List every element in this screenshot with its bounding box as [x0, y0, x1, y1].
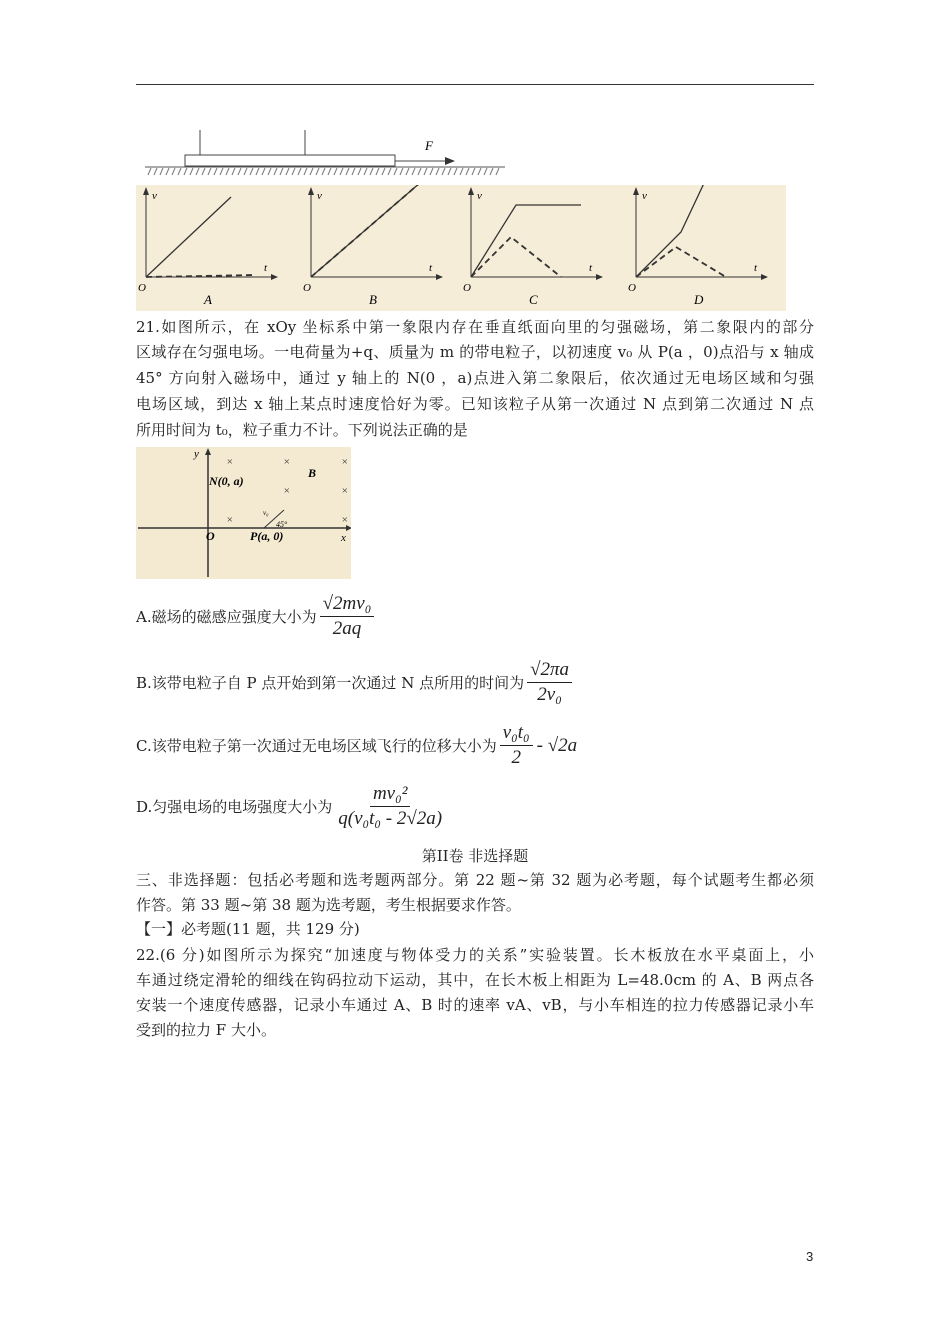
magnetic-field-figure	[136, 447, 351, 579]
option-a[interactable]	[136, 592, 374, 641]
x_axis-label: t	[589, 262, 593, 274]
p-point-label: P(a, 0)	[250, 529, 284, 543]
vt-graph-d	[628, 185, 768, 307]
q22-line: 22.(6 分)如图所示为探究“加速度与物体受力的关系”实验装置。长木板放在水平桌面上，小	[136, 946, 814, 964]
q22-line: 安装一个速度传感器，记录小车通过 A、B 时的速率 vA、vB，与小车相连的拉力传感器记录小车	[136, 996, 814, 1014]
option-text: D.匀强电场的电场强度大小为	[136, 798, 333, 816]
section-title: 第II卷 非选择题	[421, 847, 529, 865]
vt-graph-c	[463, 187, 603, 307]
field-cross: ×	[341, 456, 349, 468]
y_axis-label: v	[317, 190, 322, 202]
dashed-line	[311, 185, 421, 277]
svg-text:v₀: v₀	[263, 509, 269, 517]
field-cross: ×	[341, 485, 349, 497]
field-cross: ×	[226, 514, 234, 526]
graph-label: A	[204, 292, 212, 307]
q21-line: 所用时间为 t₀，粒子重力不计。下列说法正确的是	[136, 421, 468, 439]
graph-label: B	[369, 292, 377, 307]
option-text: A.磁场的磁感应强度大小为	[136, 608, 317, 626]
page-number: 3	[806, 1249, 814, 1264]
graph-label: D	[694, 292, 704, 307]
option-text: C.该带电粒子第一次通过无电场区域飞行的位移大小为	[136, 737, 497, 755]
origin-label: O	[463, 282, 471, 294]
svg-text:O: O	[206, 529, 215, 543]
svg-text:45°: 45°	[276, 520, 288, 529]
field-cross: ×	[283, 485, 291, 497]
field-label: B	[308, 466, 317, 480]
solid-line	[471, 205, 581, 277]
vt-graph-a	[138, 187, 278, 307]
option-b[interactable]	[136, 658, 572, 707]
svg-text:x: x	[341, 532, 346, 544]
vt-graphs-panel	[136, 185, 786, 311]
x_axis-label: t	[429, 262, 433, 274]
field-cross: ×	[341, 514, 349, 526]
y_axis-label: v	[152, 190, 157, 202]
fraction: $\frac{\text{v₀t₀}}{2}$	[500, 721, 533, 770]
graph-label: C	[529, 292, 538, 307]
fraction: $\frac{\text{mv₀²}}{\text{q(v₀t₀ - 2√2a)}}$	[338, 783, 443, 829]
field-cross: ×	[226, 456, 234, 468]
force-label: F	[425, 138, 433, 153]
fraction: $\frac{\text{√2mv₀}}{2aq}$	[320, 592, 375, 641]
n-point-label: N(0, a)	[209, 474, 244, 488]
vt-graph-b	[303, 185, 443, 307]
q22-line: 车通过绕定滑轮的细线在钩码拉动下运动，其中，在长木板上相距为 L=48.0cm 的 A、B 两点各	[136, 971, 814, 989]
board-force-figure	[140, 125, 510, 180]
dashed-line	[636, 247, 726, 277]
q21-line: 21.如图所示，在 xOy 坐标系中第一象限内存在垂直纸面向里的匀强磁场，第二象限内的部分	[136, 318, 814, 336]
origin-label: O	[138, 282, 146, 294]
option-c[interactable]: C.该带电粒子第一次通过无电场区域飞行的位移大小为 $\frac{\text{v₀t₀}}{2}$ - √2a	[136, 722, 578, 768]
option-d[interactable]	[136, 782, 445, 831]
board	[185, 155, 395, 166]
x_axis-label: t	[754, 262, 758, 274]
fraction: $\frac{√2\pi a}{\text{2v₀}}$	[527, 658, 572, 707]
y_axis-label: v	[642, 190, 647, 202]
svg-text:y: y	[194, 448, 199, 460]
header-rule	[136, 84, 814, 85]
section-line: 作答。第 33 题~第 38 题为选考题，考生根据要求作答。	[136, 896, 521, 914]
q21-line: 45° 方向射入磁场中，通过 y 轴上的 N(0 ，a)点进入第二象限后，依次通过无电场区域和匀强	[136, 369, 814, 387]
q22-line: 受到的拉力 F 大小。	[136, 1021, 276, 1039]
field-cross: ×	[283, 456, 291, 468]
origin-label: O	[303, 282, 311, 294]
section-line: 三、非选择题：包括必考题和选考题两部分。第 22 题~第 32 题为必考题，每个试题考生都必须	[136, 871, 814, 889]
required-header: 【一】必考题(11 题，共 129 分)	[136, 920, 360, 938]
option-text: B.该带电粒子自 P 点开始到第一次通过 N 点所用的时间为	[136, 674, 525, 692]
origin-label: O	[628, 282, 636, 294]
solid-line	[146, 197, 231, 277]
dashed-line	[471, 237, 561, 277]
q21-line: 电场区域，到达 x 轴上某点时速度恰好为零。已知该粒子从第一次通过 N 点到第二次通过 N 点	[136, 395, 814, 413]
y_axis-label: v	[477, 190, 482, 202]
q21-line: 区域存在匀强电场。一电荷量为+q、质量为 m 的带电粒子，以初速度 v₀ 从 P(a ，0)点沿与 x 轴成	[136, 343, 814, 361]
x_axis-label: t	[264, 262, 268, 274]
